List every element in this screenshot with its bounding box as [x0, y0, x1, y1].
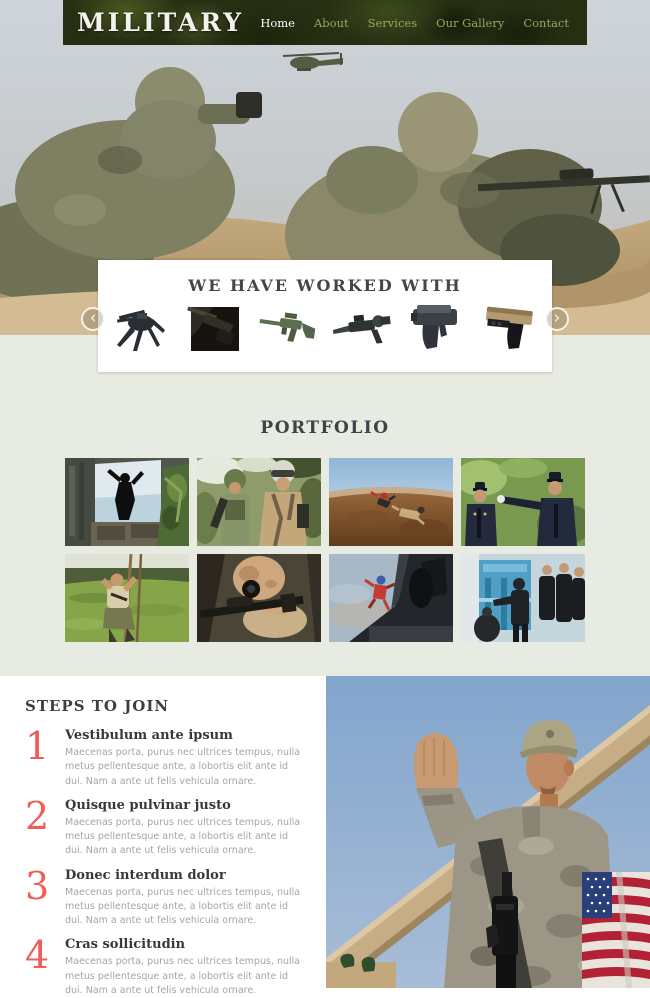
rifle-with-blade-image [331, 301, 393, 357]
step-text: Maecenas porta, purus nec ultrices tempus, nulla metus pellentesque ante, a lobortis elit ante id dui. Nam a ante ut felis vehicula ornare. [65, 886, 301, 926]
portfolio-item-skydiver-exit-jump[interactable] [329, 554, 453, 642]
carousel-prev-button[interactable] [81, 307, 105, 331]
sniper-aiming-rifle-image [197, 554, 321, 642]
honor-guard-inspection-image [461, 458, 585, 546]
step-text: Maecenas porta, purus nec ultrices tempus, nulla metus pellentesque ante, a lobortis elit ante id dui. Nam a ante ut felis vehicula ornare. [65, 956, 301, 996]
header [63, 0, 587, 45]
portfolio-item-soldiers-forest-patrol[interactable] [197, 458, 321, 546]
steps-content [0, 676, 326, 996]
nav-item-home[interactable]: Home [260, 15, 295, 30]
step-item-1 [25, 724, 314, 789]
portfolio-heading: PORTFOLIO [260, 418, 390, 438]
two-tone-pistol-image [479, 301, 541, 357]
carousel-item-futuristic-pistol[interactable] [405, 301, 467, 357]
step-number: 1 [25, 724, 50, 768]
portfolio-item-skydivers-over-horizon[interactable] [329, 458, 453, 546]
weapons-carousel [98, 301, 552, 357]
skydiver-exit-jump-image [329, 554, 453, 642]
portfolio-grid [65, 458, 585, 642]
step-item-4 [25, 933, 314, 998]
chevron-right-icon: › [553, 308, 561, 328]
portfolio-item-tactical-team-training[interactable] [461, 554, 585, 642]
portfolio-item-sniper-aiming-rifle[interactable] [197, 554, 321, 642]
step-title: Vestibulum ante ipsum [65, 728, 233, 743]
worked-with-heading: WE HAVE WORKED WITH [188, 276, 462, 295]
carousel-next-button[interactable] [545, 307, 569, 331]
portfolio-item-honor-guard-inspection[interactable] [461, 458, 585, 546]
tactical-team-training-image [461, 554, 585, 642]
carousel-item-machine-gun-photo[interactable] [183, 301, 245, 357]
step-number: 4 [25, 933, 50, 978]
step-title: Cras sollicitudin [65, 937, 186, 953]
chevron-left-icon: ‹ [89, 308, 97, 328]
carousel-item-two-tone-pistol[interactable] [479, 301, 541, 357]
nav-item-contact[interactable]: Contact [523, 15, 569, 30]
steps-section [0, 676, 650, 996]
step-title: Donec interdum dolor [65, 867, 226, 883]
portfolio-section [0, 335, 650, 676]
step-item-2 [25, 793, 314, 859]
spider-robot-weapon-image [109, 301, 171, 357]
soldiers-forest-patrol-image [197, 458, 321, 546]
paratrooper-aircraft-door-image [65, 458, 189, 546]
hero-section [0, 0, 650, 335]
carousel-item-spider-robot-weapon[interactable] [109, 301, 171, 357]
nav-item-about[interactable]: About [314, 15, 349, 30]
steps-heading: STEPS TO JOIN [25, 697, 170, 715]
nav-item-our-gallery[interactable]: Our Gallery [436, 15, 505, 30]
nav-item-services[interactable]: Services [367, 15, 418, 30]
green-assault-rifle-image [257, 301, 319, 357]
portfolio-item-paratrooper-aircraft-door[interactable] [65, 458, 189, 546]
step-text: Maecenas porta, purus nec ultrices tempus, nulla metus pellentesque ante, a lobortis elit ante id dui. Nam a ante ut felis vehicula ornare. [65, 747, 301, 787]
soldier-taking-oath-image [326, 676, 650, 988]
carousel-item-green-assault-rifle[interactable] [257, 301, 319, 357]
main-nav [260, 16, 569, 30]
carousel-item-rifle-with-blade[interactable] [331, 301, 393, 357]
machine-gun-photo-image [183, 301, 245, 357]
step-number: 2 [25, 793, 50, 838]
step-item-3 [25, 863, 314, 929]
skydivers-over-horizon-image [329, 458, 453, 546]
step-title: Quisque pulvinar justo [65, 797, 231, 813]
step-text: Maecenas porta, purus nec ultrices tempus, nulla metus pellentesque ante, a lobortis elit ante id dui. Nam a ante ut felis vehicula ornare. [65, 816, 301, 857]
worked-with-card [98, 260, 552, 372]
logo[interactable]: MILITARY [77, 8, 245, 37]
rope-climb-training-image [65, 554, 189, 642]
step-number: 3 [25, 863, 50, 908]
futuristic-pistol-image [405, 301, 467, 357]
portfolio-item-rope-climb-training[interactable] [65, 554, 189, 642]
oath-photo [326, 676, 650, 988]
